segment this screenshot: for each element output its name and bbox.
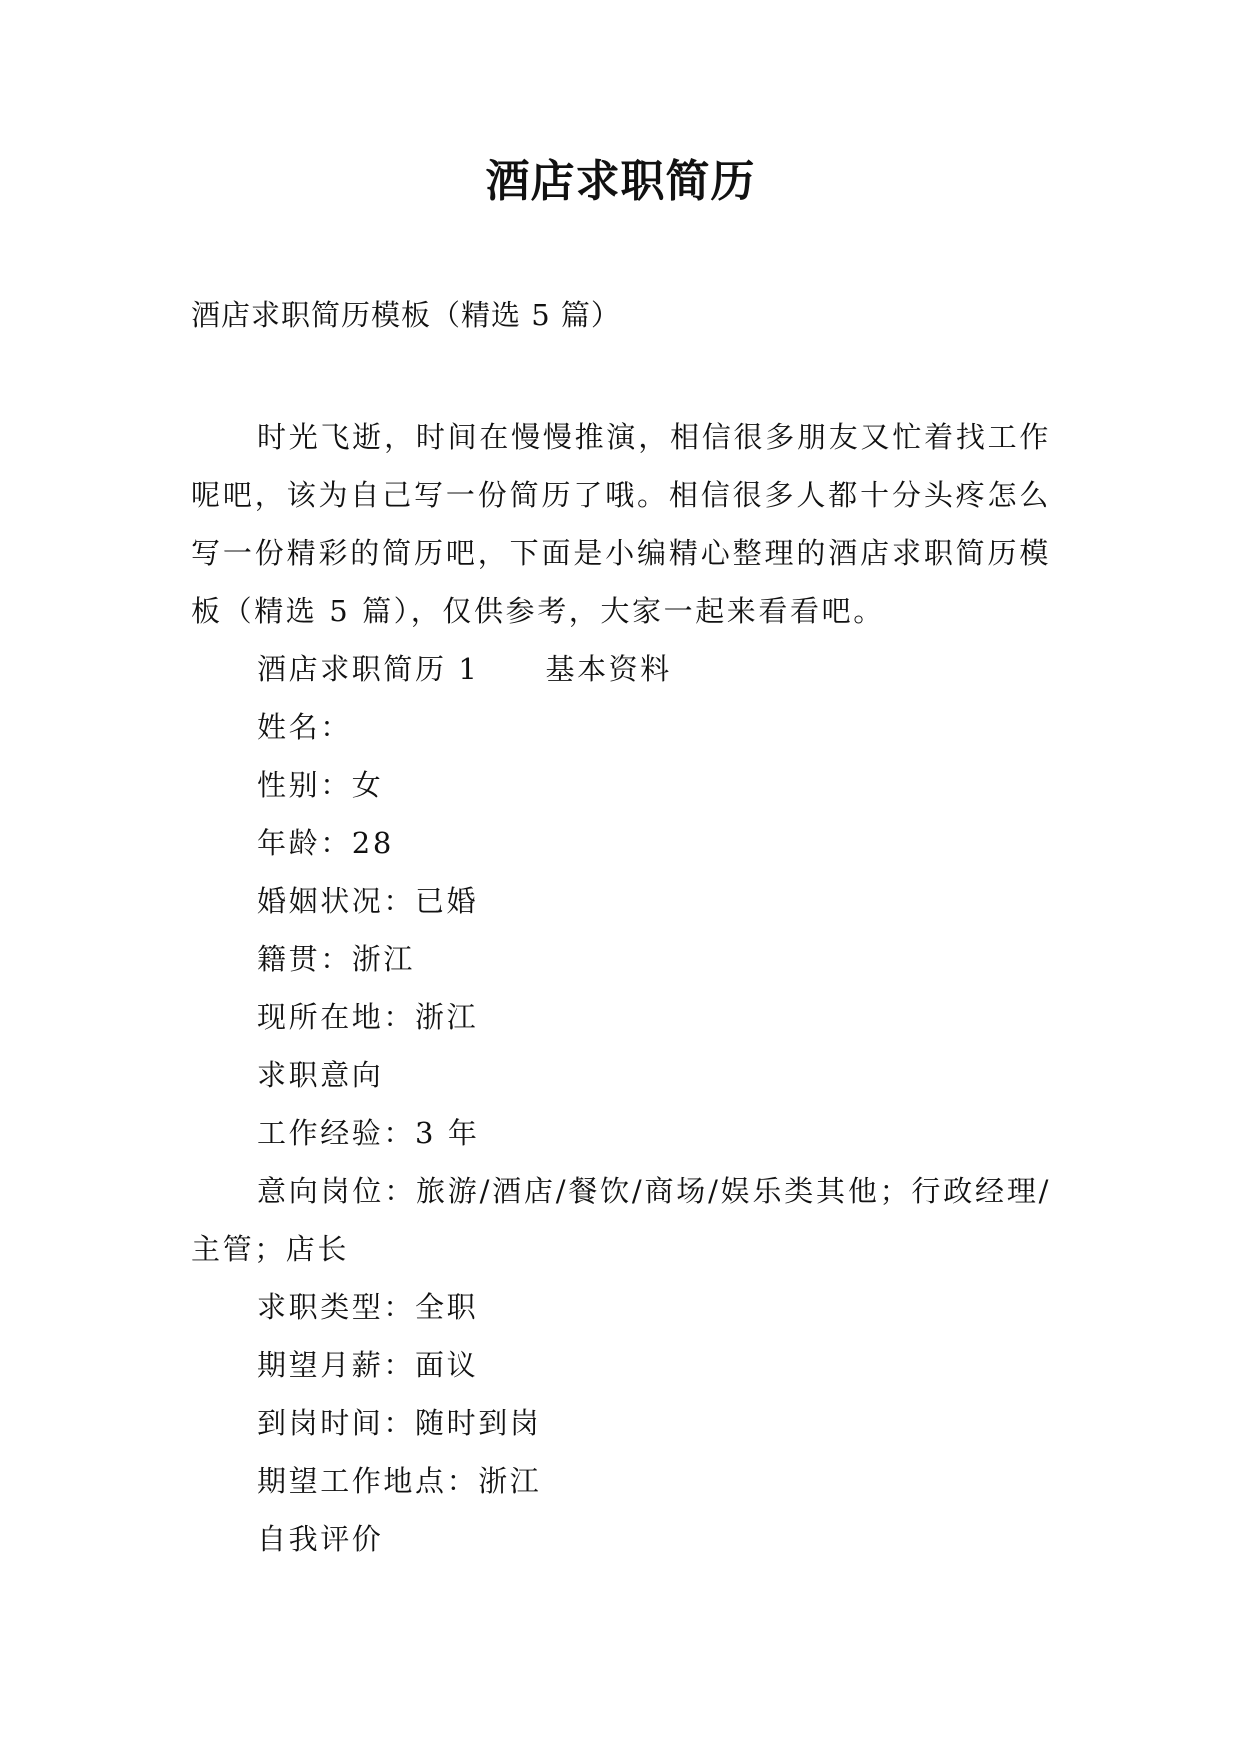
field-marital-status: 婚姻状况：已婚 — [257, 884, 479, 918]
section-heading — [191, 640, 1051, 698]
resume-lines — [191, 640, 1051, 1568]
document-title: 酒店求职简历 — [485, 156, 756, 207]
heading-self-evaluation: 自我评价 — [257, 1522, 384, 1556]
field-current-location: 现所在地：浙江 — [257, 1000, 479, 1034]
section-title: 酒店求职简历 1 — [257, 652, 480, 686]
document-subtitle: 酒店求职简历模板（精选 5 篇） — [191, 298, 621, 332]
field-expected-salary: 期望月薪：面议 — [257, 1348, 479, 1382]
field-desired-position: 意向岗位：旅游/酒店/餐饮/商场/娱乐类其他；行政经理/主管；店长 — [191, 1174, 1051, 1266]
field-age: 年龄：28 — [257, 826, 394, 860]
field-expected-location: 期望工作地点：浙江 — [257, 1464, 542, 1498]
heading-job-intention: 求职意向 — [257, 1058, 384, 1092]
intro-paragraph: 时光飞逝，时间在慢慢推演，相信很多朋友又忙着找工作呢吧，该为自己写一份简历了哦。相信很多人都十分头疼怎么写一份精彩的简历吧，下面是小编精心整理的酒店求职简历模板（精选 5 篇），仅供参考，大家一起来看看吧。 — [191, 420, 1051, 628]
field-native-place: 籍贯：浙江 — [257, 942, 416, 976]
field-start-time: 到岗时间：随时到岗 — [257, 1406, 542, 1440]
field-gender: 性别：女 — [257, 768, 384, 802]
field-work-experience: 工作经验：3 年 — [257, 1116, 480, 1150]
field-name: 姓名： — [257, 710, 352, 744]
section-subtitle: 基本资料 — [545, 652, 672, 686]
field-job-type: 求职类型：全职 — [257, 1290, 479, 1324]
